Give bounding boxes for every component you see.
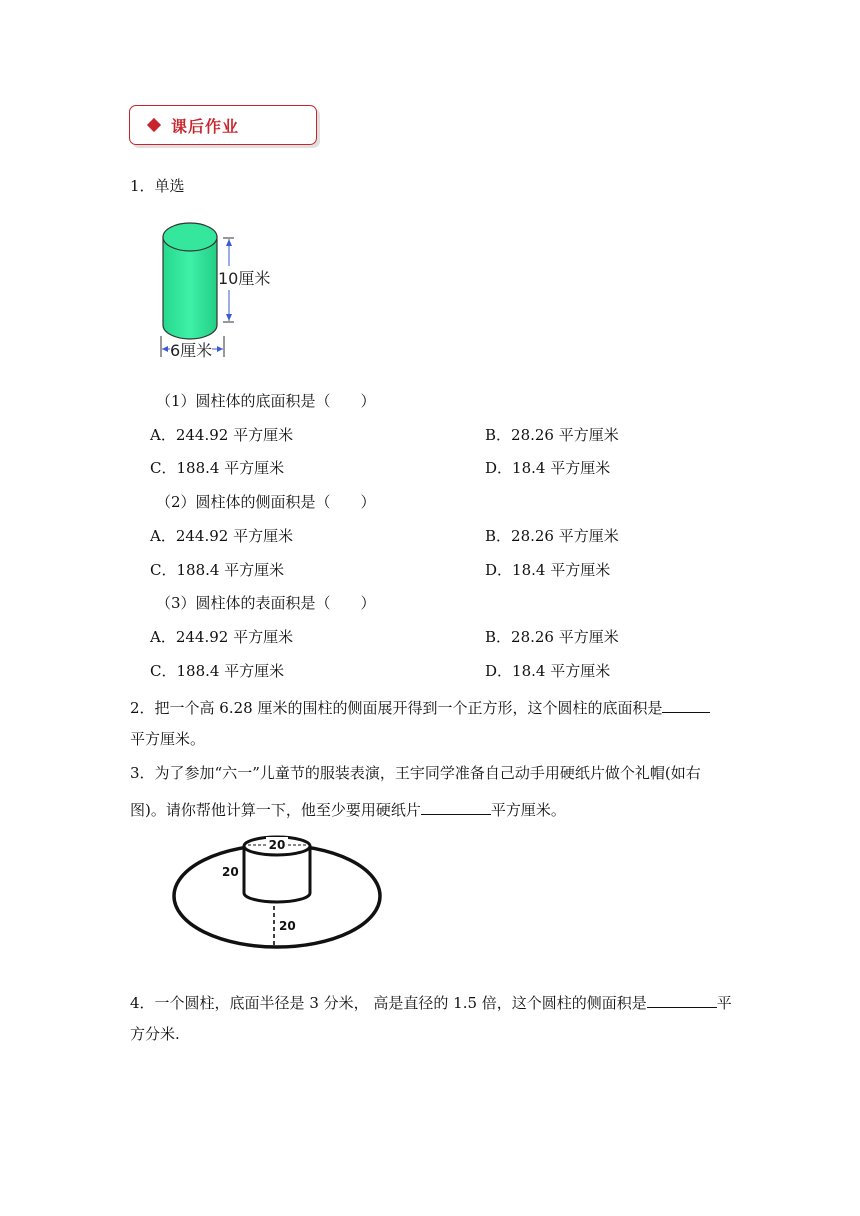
hat-brim-label: 20 <box>279 919 296 933</box>
question-3-line2 <box>130 797 566 820</box>
diameter-arrowhead-right <box>217 346 223 352</box>
q1-sub1-option-c[interactable]: C．188.4 平方厘米 <box>150 459 285 477</box>
q1-sub2-stem: （2）圆柱体的侧面积是（ ） <box>156 493 376 511</box>
section-header <box>129 105 317 145</box>
question-2-line2: 平方厘米。 <box>130 730 206 748</box>
cylinder-top <box>163 223 217 251</box>
hat-side-label: 20 <box>222 865 239 879</box>
diameter-label: 6厘米 <box>170 341 213 360</box>
hat-top-label: 20 <box>268 838 286 852</box>
q1-sub1-option-d[interactable]: D．18.4 平方厘米 <box>485 459 611 477</box>
q1-sub3-option-b[interactable]: B．28.26 平方厘米 <box>485 628 619 646</box>
q1-sub2-option-b[interactable]: B．28.26 平方厘米 <box>485 527 619 545</box>
q1-sub1-option-b[interactable]: B．28.26 平方厘米 <box>485 426 619 444</box>
question-4-text: 4．一个圆柱，底面半径是 3 分米， 高是直径的 1.5 倍，这个圆柱的侧面积是 <box>130 994 647 1012</box>
question-2-line1 <box>130 695 710 718</box>
q1-sub3-option-d[interactable]: D．18.4 平方厘米 <box>485 662 611 680</box>
q1-sub2-option-c[interactable]: C．188.4 平方厘米 <box>150 561 285 579</box>
q1-sub2-option-d[interactable]: D．18.4 平方厘米 <box>485 561 611 579</box>
hat-figure <box>168 828 386 950</box>
cylinder-body <box>163 237 217 339</box>
question-2-answer-blank[interactable] <box>662 695 710 713</box>
height-label: 10厘米 <box>218 269 271 288</box>
q1-sub2-option-a[interactable]: A．244.92 平方厘米 <box>150 527 294 545</box>
section-title: 课后作业 <box>171 116 240 136</box>
question-3-line1: 3．为了参加“六一”儿童节的服装表演，王宇同学准备自己动手用硬纸片做个礼帽(如右 <box>130 764 701 782</box>
q1-sub1-option-a[interactable]: A．244.92 平方厘米 <box>150 426 294 444</box>
q1-sub3-option-c[interactable]: C．188.4 平方厘米 <box>150 662 285 680</box>
q1-sub3-option-a[interactable]: A．244.92 平方厘米 <box>150 628 294 646</box>
question-3-answer-blank[interactable] <box>421 797 491 815</box>
question-3-unit: 平方厘米。 <box>490 801 566 819</box>
question-4-line1 <box>130 990 732 1013</box>
question-3-text: 图)。请你帮他计算一下，他至少要用硬纸片 <box>130 801 421 819</box>
cylinder-figure <box>150 212 280 364</box>
question-2-text: 2．把一个高 6.28 厘米的围柱的侧面展开得到一个正方形，这个圆柱的底面积是 <box>130 699 663 717</box>
diamond-icon <box>147 118 161 132</box>
diameter-arrowhead-left <box>162 346 168 352</box>
question-4-line2: 方分米. <box>130 1025 180 1043</box>
q1-sub3-stem: （3）圆柱体的表面积是（ ） <box>156 594 376 612</box>
height-arrowhead-up <box>226 239 232 246</box>
height-arrowhead-down <box>226 314 232 321</box>
question-4-answer-blank[interactable] <box>647 990 717 1008</box>
question-1-number: 1．单选 <box>130 177 185 195</box>
question-4-unit-start: 平 <box>716 994 732 1012</box>
q1-sub1-stem: （1）圆柱体的底面积是（ ） <box>156 392 376 410</box>
